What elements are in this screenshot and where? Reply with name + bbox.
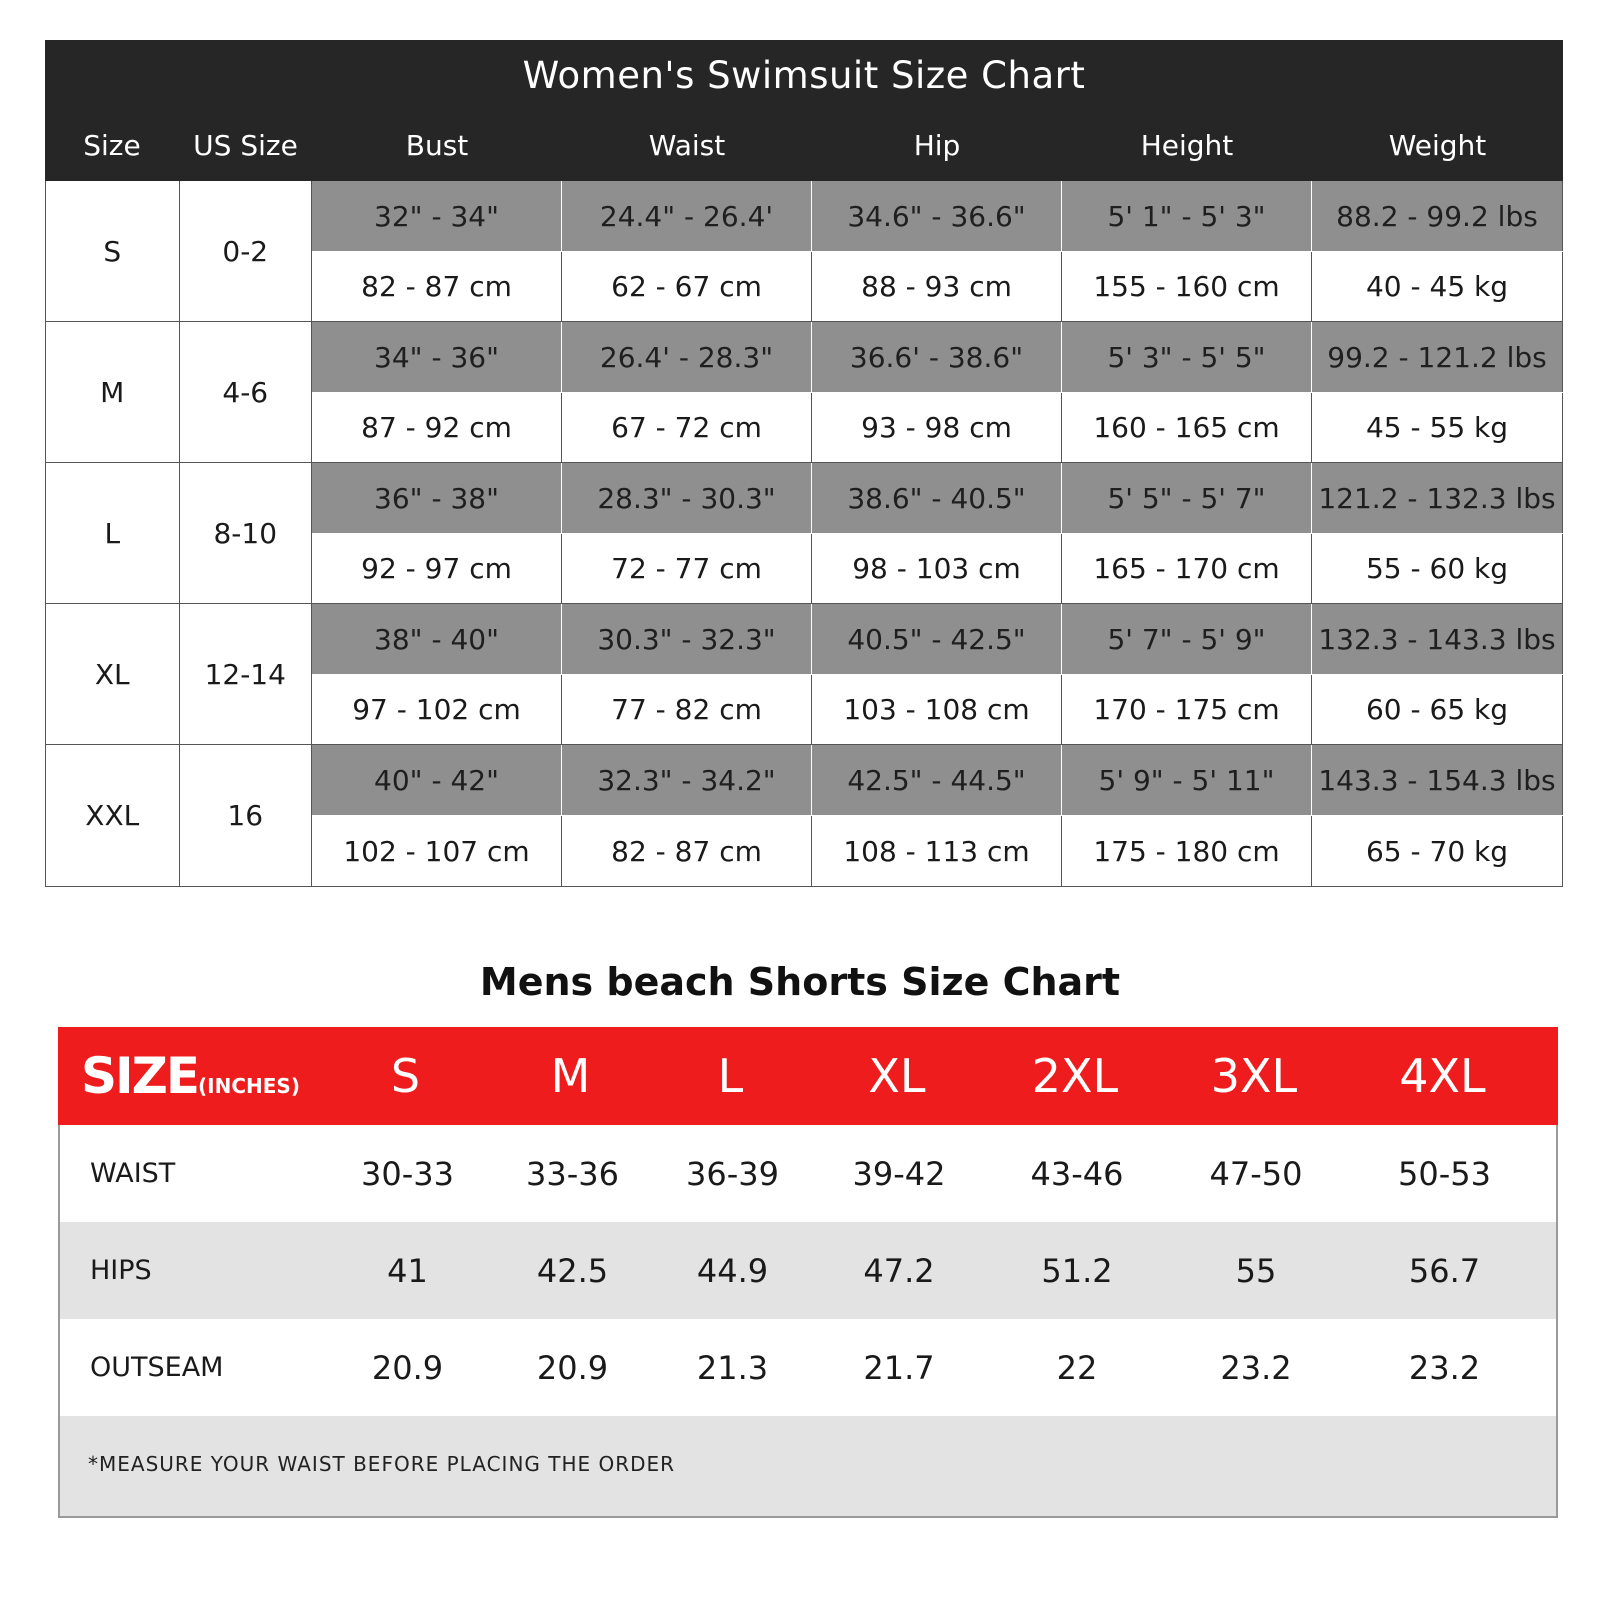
imperial-cell: 5' 3" - 5' 5" — [1062, 322, 1312, 392]
metric-cell: 160 - 165 cm — [1062, 393, 1312, 462]
col-header-height: Height — [1140, 129, 1234, 162]
metric-row — [312, 252, 1563, 322]
metric-cell: 92 - 97 cm — [312, 534, 562, 603]
men-value-cell: 36-39 — [686, 1154, 779, 1193]
measurement-block — [312, 322, 1563, 463]
col-header-weight: Weight — [1388, 129, 1487, 162]
measure-note: *MEASURE YOUR WAIST BEFORE PLACING THE ORDER — [88, 1452, 676, 1476]
men-size-chart — [58, 1027, 1558, 1518]
imperial-row — [312, 463, 1563, 534]
metric-cell: 62 - 67 cm — [562, 252, 812, 321]
imperial-row — [312, 604, 1563, 675]
imperial-cell: 88.2 - 99.2 lbs — [1312, 181, 1563, 251]
metric-cell: 45 - 55 kg — [1312, 393, 1563, 462]
metric-cell: 155 - 160 cm — [1062, 252, 1312, 321]
imperial-row — [312, 181, 1563, 252]
imperial-cell: 32.3" - 34.2" — [562, 745, 812, 815]
imperial-cell: 24.4" - 26.4' — [562, 181, 812, 251]
men-size-xl: XL — [868, 1049, 926, 1103]
imperial-cell: 36.6' - 38.6" — [812, 322, 1062, 392]
men-size-4xl: 4XL — [1399, 1049, 1486, 1103]
men-value-cell: 20.9 — [536, 1348, 609, 1387]
col-header-waist: Waist — [648, 129, 726, 162]
men-value-cell: 22 — [1056, 1348, 1098, 1387]
imperial-cell: 132.3 - 143.3 lbs — [1312, 604, 1563, 674]
women-size-chart — [45, 40, 1563, 887]
measurement-block — [312, 745, 1563, 886]
col-header-size: Size — [83, 129, 141, 162]
imperial-cell: 34" - 36" — [312, 322, 562, 392]
men-value-cell: 47-50 — [1209, 1154, 1303, 1193]
men-size-3xl: 3XL — [1210, 1049, 1298, 1103]
imperial-cell: 34.6" - 36.6" — [812, 181, 1062, 251]
men-row-outseam — [60, 1319, 1556, 1416]
men-value-cell: 47.2 — [863, 1251, 935, 1290]
men-value-cell: 33-36 — [526, 1154, 619, 1193]
metric-cell: 87 - 92 cm — [312, 393, 562, 462]
measurement-block — [312, 181, 1563, 322]
metric-cell: 103 - 108 cm — [812, 675, 1062, 744]
imperial-cell: 5' 7" - 5' 9" — [1062, 604, 1312, 674]
metric-cell: 102 - 107 cm — [312, 816, 562, 886]
imperial-cell: 5' 9" - 5' 11" — [1062, 745, 1312, 815]
size-group-row — [46, 745, 1563, 886]
men-chart-title: Mens beach Shorts Size Chart — [479, 960, 1121, 1004]
us-size-cell: 4-6 — [180, 322, 313, 463]
imperial-cell: 26.4' - 28.3" — [562, 322, 812, 392]
metric-cell: 175 - 180 cm — [1062, 816, 1312, 886]
measurement-block — [312, 463, 1563, 604]
metric-cell: 72 - 77 cm — [562, 534, 812, 603]
women-chart-title: Women's Swimsuit Size Chart — [522, 54, 1086, 97]
us-size-cell: 0-2 — [180, 181, 313, 322]
metric-cell: 98 - 103 cm — [812, 534, 1062, 603]
men-value-cell: 50-53 — [1398, 1154, 1491, 1193]
col-header-bust: Bust — [405, 129, 469, 162]
size-cell: M — [46, 322, 180, 463]
men-row-label: OUTSEAM — [90, 1352, 224, 1383]
metric-cell: 97 - 102 cm — [312, 675, 562, 744]
metric-cell: 67 - 72 cm — [562, 393, 812, 462]
metric-cell: 108 - 113 cm — [812, 816, 1062, 886]
metric-cell: 55 - 60 kg — [1312, 534, 1563, 603]
imperial-cell: 38.6" - 40.5" — [812, 463, 1062, 533]
metric-row — [312, 816, 1563, 886]
metric-cell: 82 - 87 cm — [562, 816, 812, 886]
imperial-cell: 143.3 - 154.3 lbs — [1312, 745, 1563, 815]
men-value-cell: 56.7 — [1408, 1251, 1481, 1290]
imperial-cell: 32" - 34" — [312, 181, 562, 251]
men-size-label-text: SIZE — [81, 1047, 199, 1105]
women-table-body — [45, 181, 1563, 887]
men-size-s: S — [390, 1049, 421, 1103]
metric-cell: 65 - 70 kg — [1312, 816, 1563, 886]
metric-row — [312, 534, 1563, 604]
metric-row — [312, 675, 1563, 745]
col-header-us-size: US Size — [193, 129, 298, 162]
metric-row — [312, 393, 1563, 463]
imperial-cell: 121.2 - 132.3 lbs — [1312, 463, 1563, 533]
metric-cell: 88 - 93 cm — [812, 252, 1062, 321]
men-table-body — [60, 1125, 1556, 1416]
men-table-header — [58, 1027, 1558, 1125]
men-value-cell: 39-42 — [852, 1154, 946, 1193]
metric-cell: 82 - 87 cm — [312, 252, 562, 321]
size-cell: L — [46, 463, 180, 604]
col-header-hip: Hip — [913, 129, 961, 162]
men-size-label — [58, 1047, 323, 1105]
metric-cell: 77 - 82 cm — [562, 675, 812, 744]
imperial-cell: 99.2 - 121.2 lbs — [1312, 322, 1563, 392]
men-value-cell: 41 — [387, 1251, 428, 1290]
men-value-cell: 23.2 — [1408, 1348, 1481, 1387]
men-row-label: WAIST — [90, 1158, 176, 1189]
size-group-row — [46, 463, 1563, 604]
women-table-header — [45, 40, 1563, 181]
men-value-cell: 21.7 — [863, 1348, 935, 1387]
men-value-cell: 55 — [1235, 1251, 1277, 1290]
men-value-cell: 44.9 — [696, 1251, 769, 1290]
imperial-cell: 28.3" - 30.3" — [562, 463, 812, 533]
us-size-cell: 12-14 — [180, 604, 313, 745]
size-group-row — [46, 604, 1563, 745]
size-group-row — [46, 322, 1563, 463]
men-value-cell: 51.2 — [1041, 1251, 1113, 1290]
men-size-unit: (INCHES) — [198, 1074, 300, 1098]
men-row-label: HIPS — [90, 1255, 152, 1286]
men-row-waist — [60, 1125, 1556, 1222]
men-size-l: L — [717, 1049, 744, 1103]
imperial-cell: 30.3" - 32.3" — [562, 604, 812, 674]
men-value-cell: 23.2 — [1220, 1348, 1292, 1387]
men-value-cell: 30-33 — [361, 1154, 454, 1193]
size-group-row — [46, 181, 1563, 322]
men-value-cell: 43-46 — [1030, 1154, 1124, 1193]
imperial-cell: 40" - 42" — [312, 745, 562, 815]
us-size-cell: 16 — [180, 745, 313, 886]
imperial-cell: 42.5" - 44.5" — [812, 745, 1062, 815]
imperial-cell: 40.5" - 42.5" — [812, 604, 1062, 674]
men-value-cell: 20.9 — [371, 1348, 444, 1387]
us-size-cell: 8-10 — [180, 463, 313, 604]
imperial-cell: 5' 5" - 5' 7" — [1062, 463, 1312, 533]
metric-cell: 40 - 45 kg — [1312, 252, 1563, 321]
size-cell: S — [46, 181, 180, 322]
metric-cell: 60 - 65 kg — [1312, 675, 1563, 744]
size-cell: XL — [46, 604, 180, 745]
men-size-2xl: 2XL — [1031, 1049, 1119, 1103]
imperial-cell: 36" - 38" — [312, 463, 562, 533]
men-value-cell: 42.5 — [536, 1251, 609, 1290]
metric-cell: 170 - 175 cm — [1062, 675, 1312, 744]
size-cell: XXL — [46, 745, 180, 886]
metric-cell: 93 - 98 cm — [812, 393, 1062, 462]
imperial-cell: 38" - 40" — [312, 604, 562, 674]
imperial-row — [312, 745, 1563, 816]
metric-cell: 165 - 170 cm — [1062, 534, 1312, 603]
men-value-cell: 21.3 — [696, 1348, 769, 1387]
imperial-row — [312, 322, 1563, 393]
men-row-hips — [60, 1222, 1556, 1319]
men-size-m: M — [550, 1049, 591, 1103]
imperial-cell: 5' 1" - 5' 3" — [1062, 181, 1312, 251]
measurement-block — [312, 604, 1563, 745]
